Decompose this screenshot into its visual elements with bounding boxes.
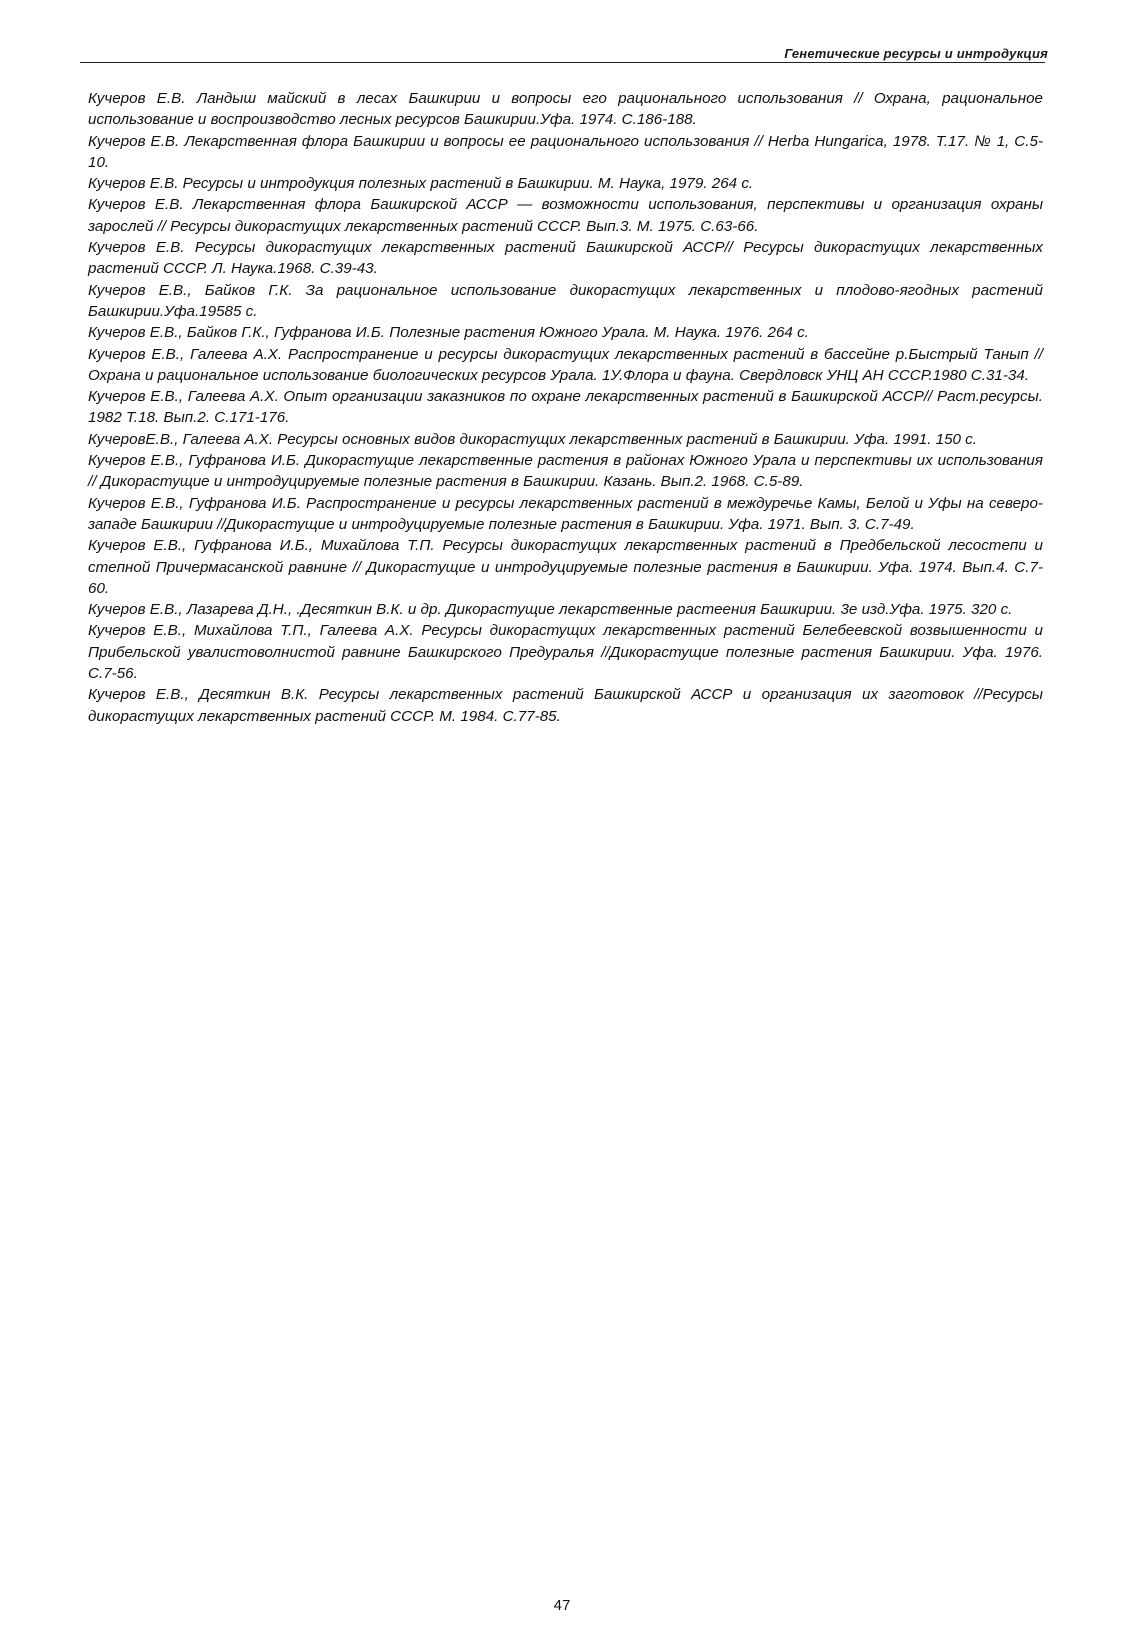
reference-item: Кучеров Е.В. Ресурсы дикорастущих лекарственных растений Башкирской АССР// Ресурсы дикорастущих лекарственных растений СССР. Л. Наука.1968. С.39-43.	[88, 239, 1043, 278]
reference-item: Кучеров Е.В., Михайлова Т.П., Галеева А.Х. Ресурсы дикорастущих лекарственных растений Белебеевской возвышенности и Прибельской увалистоволнистой равнине Башкирского Предуралья //Дикорастущие полезные растения Башкирии. Уфа. 1976. С.7-56.	[88, 622, 1043, 683]
reference-item: Кучеров Е.В., Гуфранова И.Б., Михайлова Т.П. Ресурсы дикорастущих лекарственных растений в Предбельской лесостепи и степной Причермасанской равнине // Дикорастущие и интродуцируемые полезные растения в Башкирии. Уфа. 1974. Вып.4. С.7-60.	[88, 537, 1043, 597]
reference-item: Кучеров Е.В. Ландыш майский в лесах Башкирии и вопросы его рационального использования // Охрана, рациональное использование и воспроизводство лесных ресурсов Башкирии.Уфа. 1974. С.186-188.	[88, 90, 1043, 129]
header-divider	[80, 62, 1045, 63]
reference-item: КучеровЕ.В., Галеева А.Х. Ресурсы основных видов дикорастущих лекарственных растений в Башкирии. Уфа. 1991. 150 с.	[88, 430, 978, 448]
reference-item: Кучеров Е.В., Десяткин В.К. Ресурсы лекарственных растений Башкирской АССР и организация их заготовок //Ресурсы дикорастущих лекарственных растений СССР. М. 1984. С.77-85.	[88, 686, 1043, 725]
reference-list	[88, 88, 1043, 727]
reference-item: Кучеров Е.В., Байков Г.К., Гуфранова И.Б. Полезные растения Южного Урала. М. Наука. 1976. 264 с.	[88, 324, 809, 342]
reference-item: Кучеров Е.В., Гуфранова И.Б. Дикорастущие лекарственные растения в районах Южного Урала и перспективы их использования // Дикорастущие и интродуцируемые полезные растения в Башкирии. Казань. Вып.2. 1968. С.5-89.	[88, 452, 1043, 491]
reference-item: Кучеров Е.В., Галеева А.Х. Опыт организации заказников по охране лекарственных растений в Башкирской АССР// Раст.ресурсы. 1982 Т.18. Вып.2. С.171-176.	[88, 388, 1043, 427]
reference-item: Кучеров Е.В. Лекарственная флора Башкирии и вопросы ее рационального использования // Herba Hungarica, 1978. Т.17. № 1, С.5-10.	[88, 132, 1043, 171]
reference-item: Кучеров Е.В. Ресурсы и интродукция полезных растений в Башкирии. М. Наука, 1979. 264 с.	[88, 175, 754, 193]
reference-item: Кучеров Е.В., Лазарева Д.Н., .Десяткин В.К. и др. Дикорастущие лекарственные растеения Башкирии. 3е изд.Уфа. 1975. 320 с.	[88, 601, 1013, 619]
page-number: 47	[553, 1597, 571, 1614]
running-header: Генетические ресурсы и интродукция	[784, 46, 1048, 61]
reference-item: Кучеров Е.В., Галеева А.Х. Распространение и ресурсы дикорастущих лекарственных растений в бассейне р.Быстрый Танып // Охрана и рациональное использование биологических ресурсов Урала. 1У.Флора и фауна. Свердловск УНЦ АН СССР.1980 С.31-34.	[88, 345, 1043, 384]
reference-item: Кучеров Е.В. Лекарственная флора Башкирской АССР — возможности использования, перспективы и организация охраны зарослей // Ресурсы дикорастущих лекарственных растений СССР. Вып.3. М. 1975. С.63-66.	[88, 196, 1043, 235]
reference-item: Кучеров Е.В., Гуфранова И.Б. Распространение и ресурсы лекарственных растений в междуречье Камы, Белой и Уфы на северо-западе Башкирии //Дикорастущие и интродуцируемые полезные растения в Башкирии. Уфа. 1971. Вып. 3. С.7-49.	[88, 494, 1043, 533]
reference-item: Кучеров Е.В., Байков Г.К. За рациональное использование дикорастущих лекарственных и плодово-ягодных растений Башкирии.Уфа.19585 с.	[88, 281, 1043, 320]
